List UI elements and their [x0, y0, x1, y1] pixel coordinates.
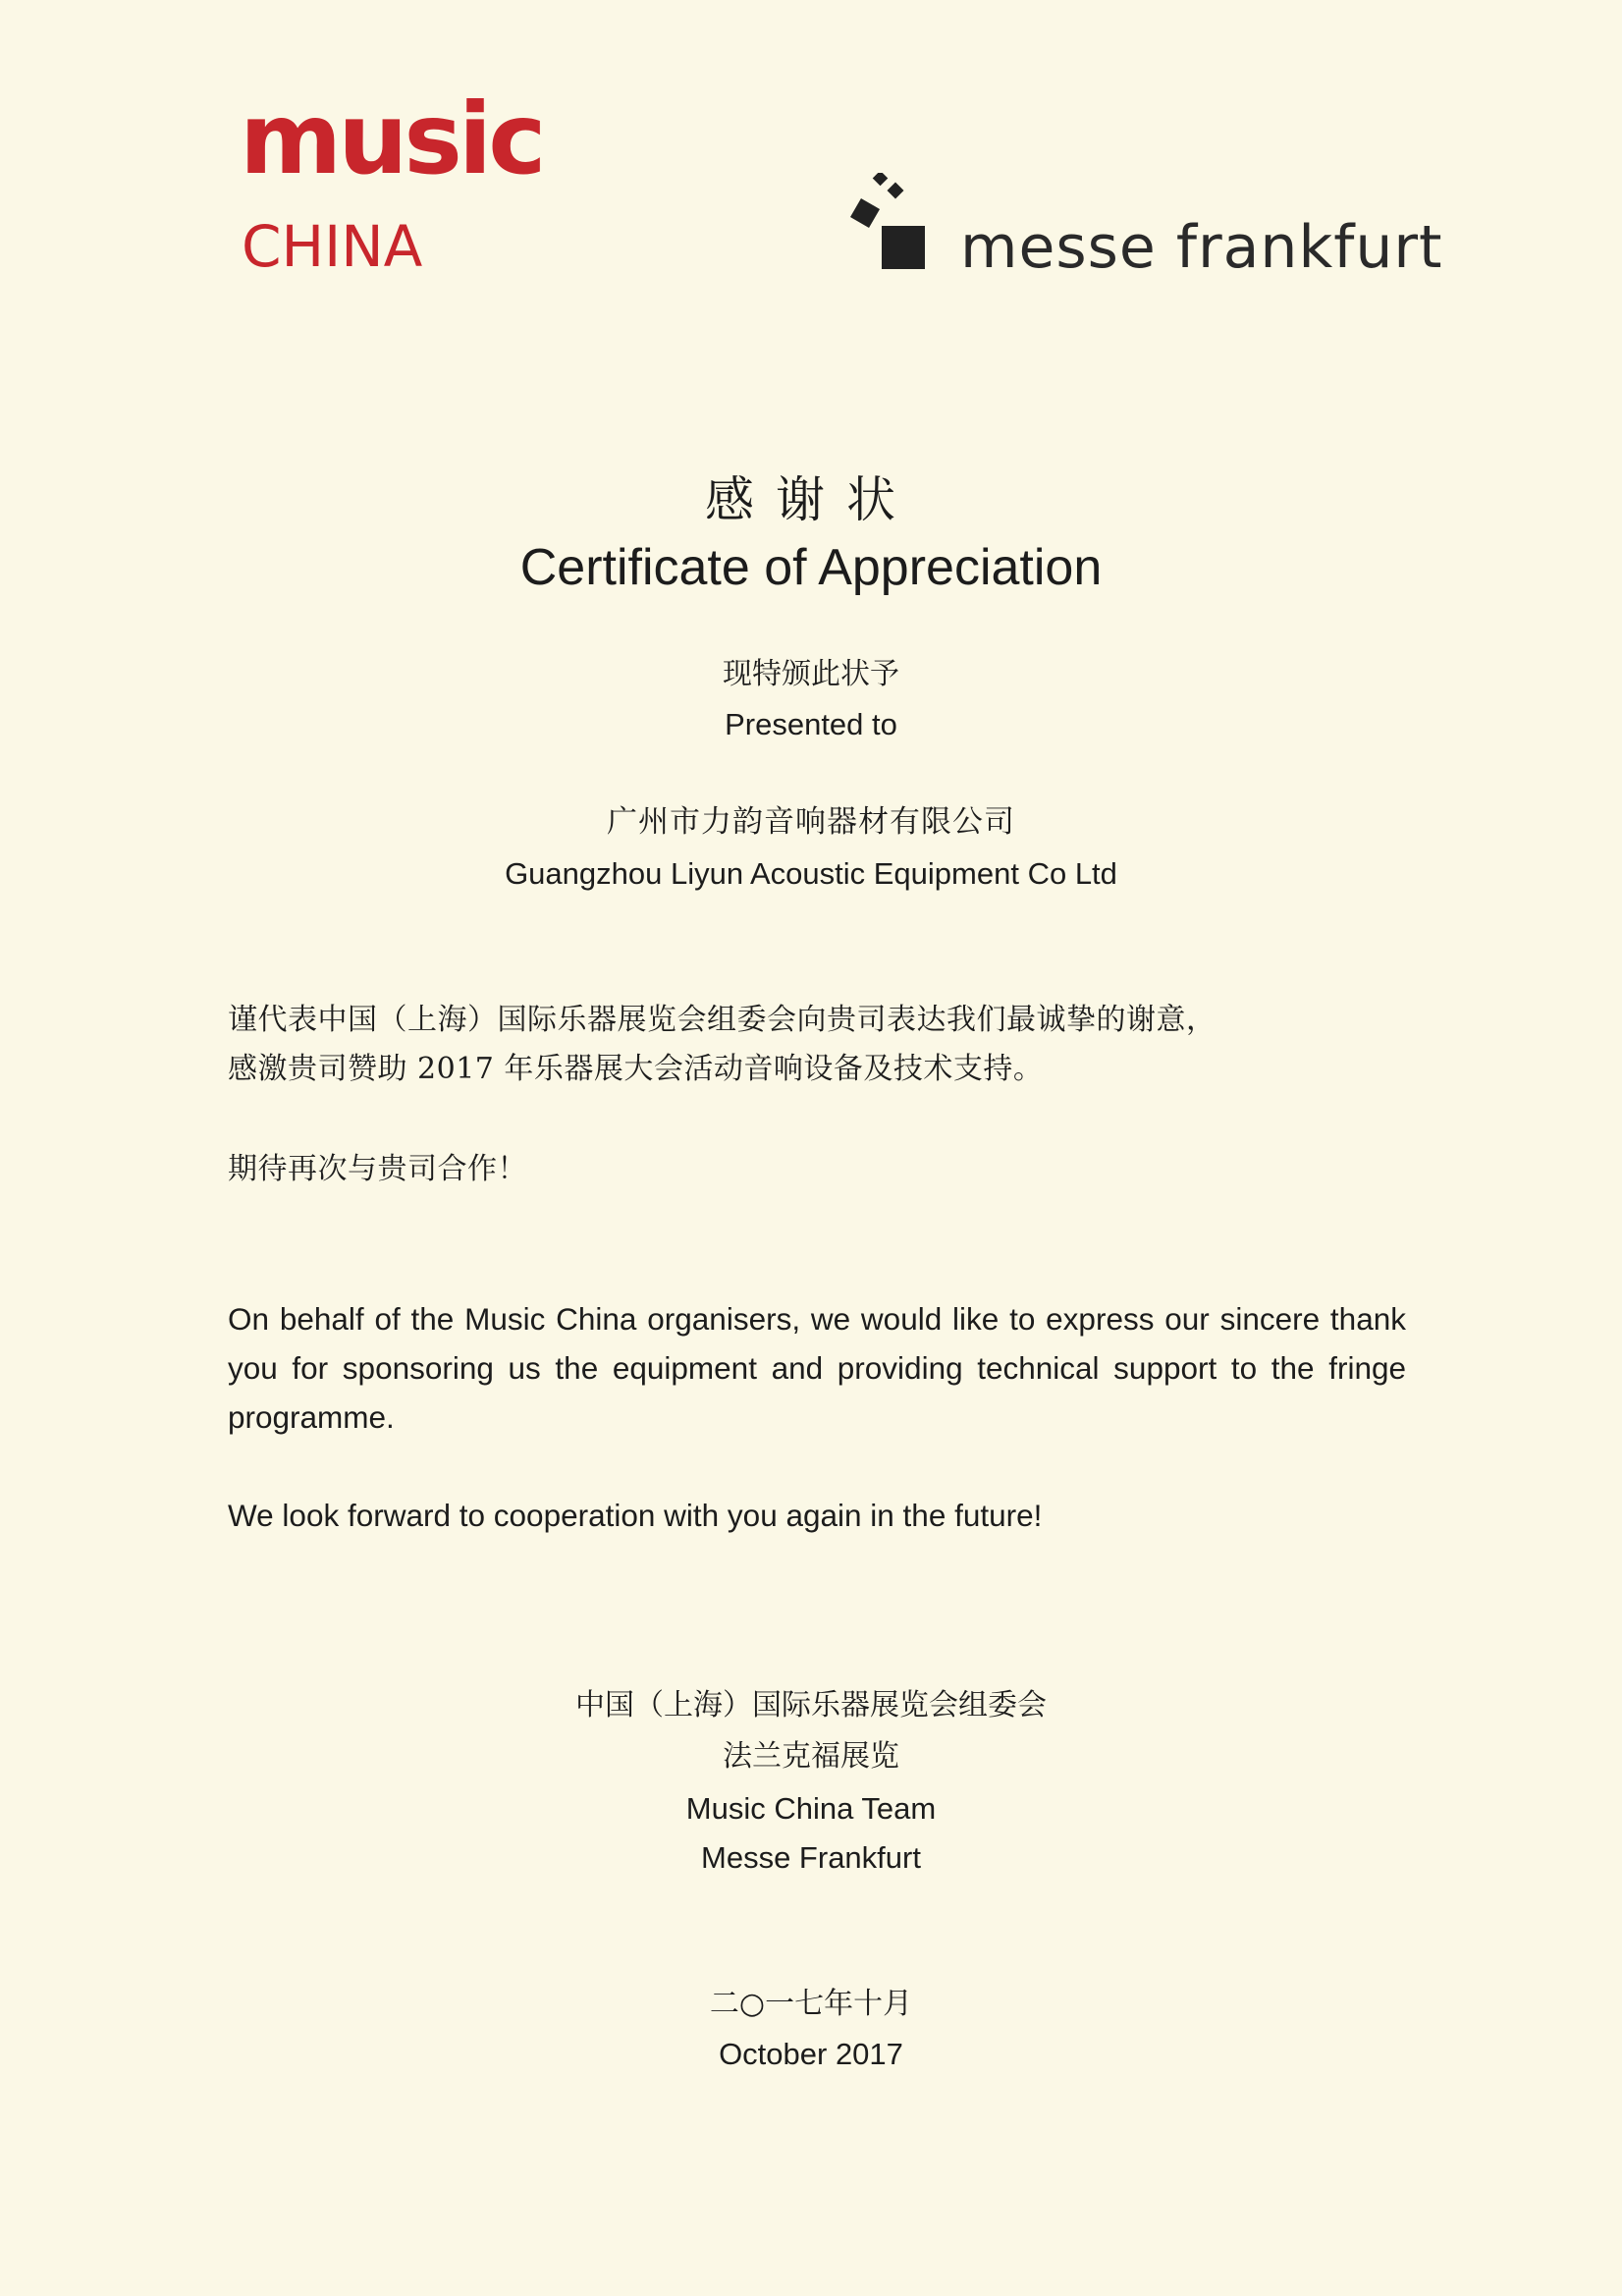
messe-frankfurt-mark-icon: [850, 173, 939, 279]
title-chinese: 感谢状: [705, 471, 917, 528]
body-english-paragraph-1: On behalf of the Music China organisers, we would like to express our sincere thank you for sponsoring us the equipment and providing technical support to the fringe programme.: [228, 1301, 1406, 1435]
date-english: October 2017: [719, 2037, 903, 2071]
body-chinese-line-3: 期待再次与贵司合作！: [228, 1152, 527, 1186]
title-english: Certificate of Appreciation: [519, 539, 1103, 596]
signature-english-line-2: Messe Frankfurt: [701, 1840, 921, 1875]
recipient-chinese: 广州市力韵音响器材有限公司: [607, 804, 1015, 840]
presented-to-chinese: 现特颁此状予: [723, 657, 899, 691]
signature-chinese-line-1: 中国（上海）国际乐器展览会组委会: [575, 1688, 1047, 1722]
body-english-paragraph-2: We look forward to cooperation with you again in the future!: [228, 1498, 1043, 1533]
signature-chinese-line-2: 法兰克福展览: [723, 1739, 899, 1774]
body-chinese-line-1: 谨代表中国（上海）国际乐器展览会组委会向贵司表达我们最诚挚的谢意，: [228, 1003, 1216, 1037]
body-chinese-line-2: 感激贵司赞助 2017 年乐器展大会活动音响设备及技术支持。: [228, 1052, 1044, 1086]
recipient-english: Guangzhou Liyun Acoustic Equipment Co Ltd: [505, 856, 1117, 891]
music-china-logo-china: CHINA: [242, 213, 423, 280]
messe-frankfurt-logo-text: messe frankfurt: [960, 213, 1443, 282]
signature-english-line-1: Music China Team: [685, 1791, 937, 1826]
music-china-logo-music: music: [240, 82, 543, 196]
date-chinese: 二○一七年十月: [709, 1987, 913, 2021]
presented-to-english: Presented to: [725, 707, 897, 741]
